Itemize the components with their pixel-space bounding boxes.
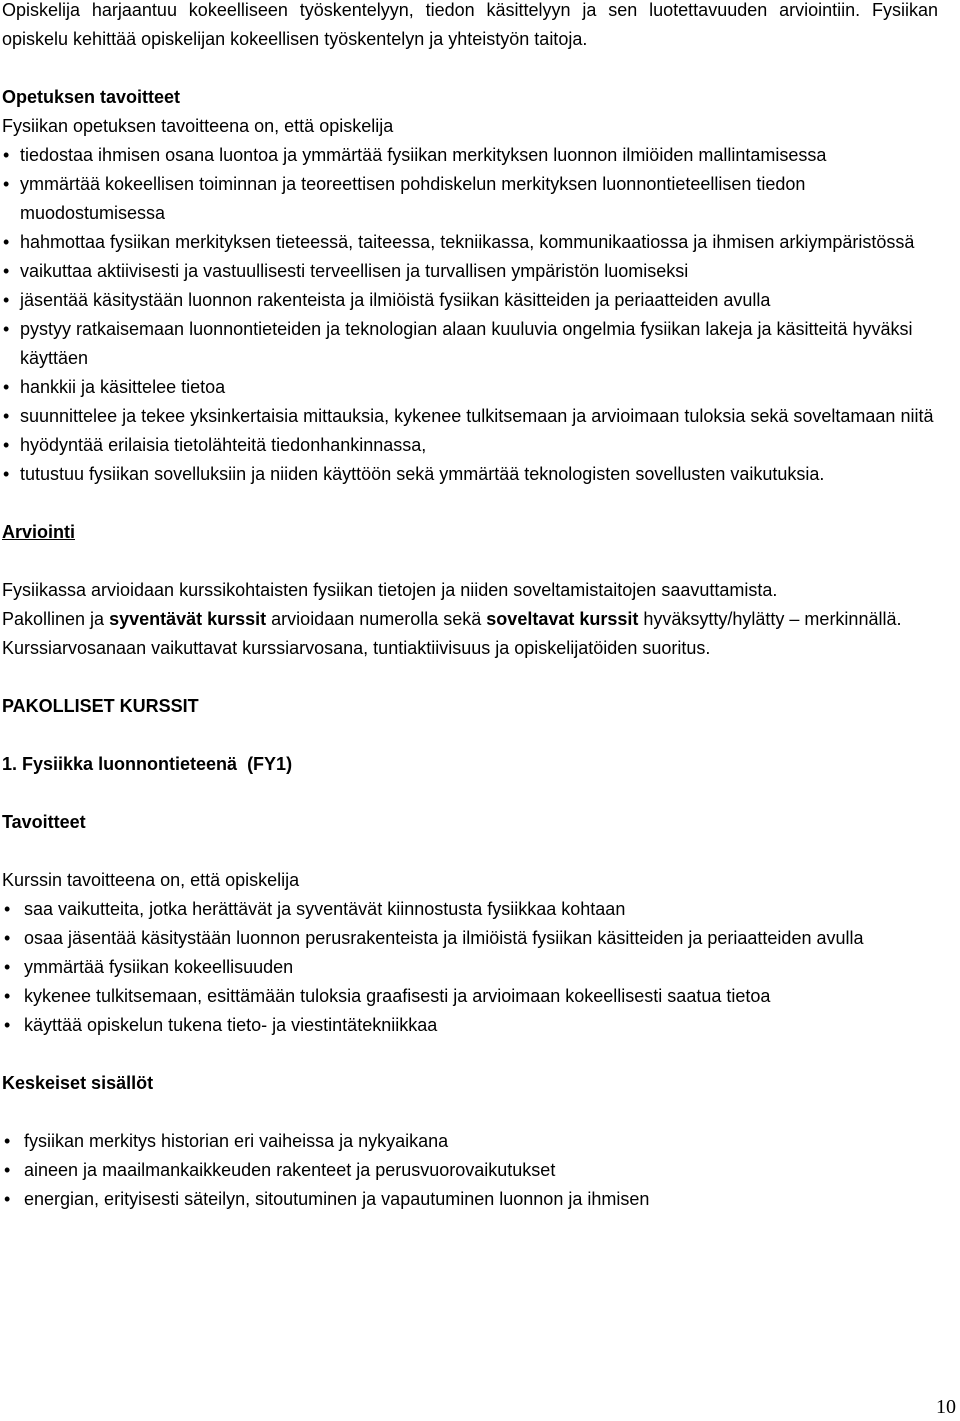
spacer [2,721,938,750]
course-goals-heading: Tavoitteet [2,812,86,832]
spacer [2,779,938,808]
assessment-text-a: Pakollinen ja [2,609,110,629]
list-item: • energian, erityisesti säteilyn, sitoutuminen ja vapautuminen luonnon ja ihmisen [2,1185,938,1214]
list-item: • aineen ja maailmankaikkeuden rakenteet ja perusvuorovaikutukset [2,1156,938,1185]
spacer [2,1040,938,1069]
list-item: • vaikuttaa aktiivisesti ja vastuullisesti terveellisen ja turvallisen ympäristön luomiseksi [2,257,938,286]
goals-list [2,141,938,489]
spacer [2,837,938,866]
list-item: • käyttää opiskelun tukena tieto- ja viestintätekniikkaa [2,1011,938,1040]
list-item: • hankkii ja käsittelee tietoa [2,373,938,402]
list-item: • saa vaikutteita, jotka herättävät ja syventävät kiinnostusta fysiikkaa kohtaan [2,895,938,924]
page-number: 10 [936,1396,956,1418]
spacer [2,489,938,518]
list-item: • hyödyntää erilaisia tietolähteitä tiedonhankinnassa, [2,431,938,460]
list-item: • suunnittelee ja tekee yksinkertaisia mittauksia, kykenee tulkitsemaan ja arvioimaan tuloksia sekä soveltamaan niitä [2,402,938,431]
spacer [2,663,938,692]
spacer [2,54,938,83]
course-goals-list [2,895,938,1040]
list-item: • jäsentää käsitystään luonnon rakenteista ja ilmiöistä fysiikan käsitteiden ja periaatteiden avulla [2,286,938,315]
assessment-line-1: Fysiikassa arvioidaan kurssikohtaisten fysiikan tietojen ja niiden soveltamistaitojen saavuttamista. [2,580,778,600]
assessment-heading: Arviointi [2,522,76,542]
assessment-bold-applied: soveltavat kurssit [486,609,639,629]
list-item: • ymmärtää fysiikan kokeellisuuden [2,953,938,982]
course-title: 1. Fysiikka luonnontieteenä (FY1) [2,754,293,774]
list-item: • tiedostaa ihmisen osana luontoa ja ymmärtää fysiikan merkityksen luonnon ilmiöiden mallintamisessa [2,141,938,170]
list-item: • pystyy ratkaisemaan luonnontieteiden ja teknologian alaan kuuluvia ongelmia fysiikan lakeja ja käsitteitä hyväksi käyttäen [2,315,938,373]
list-item: • ymmärtää kokeellisen toiminnan ja teoreettisen pohdiskelun merkityksen luonnontieteellisen tiedon muodostumisessa [2,170,938,228]
list-item: • osaa jäsentää käsitystään luonnon perusrakenteista ja ilmiöistä fysiikan käsitteiden ja periaatteiden avulla [2,924,938,953]
course-content-heading: Keskeiset sisällöt [2,1073,154,1093]
assessment-text-b: arvioidaan numerolla sekä [266,609,487,629]
course-goals-lead: Kurssin tavoitteena on, että opiskelija [2,870,300,890]
spacer [2,547,938,576]
list-item: • hahmottaa fysiikan merkityksen tieteessä, taiteessa, tekniikassa, kommunikaatiossa ja ihmisen arkiympäristössä [2,228,938,257]
intro-paragraph: Opiskelija harjaantuu kokeelliseen työskentelyyn, tiedon käsittelyyn ja sen luotettavuuden arviointiin. Fysiikan opiskelu kehittää opiskelijan kokeellisen työskentelyn ja yhteistyön taitoja. [2,0,938,49]
spacer [2,1098,938,1127]
list-item: • tutustuu fysiikan sovelluksiin ja niiden käyttöön sekä ymmärtää teknologisten sovellusten vaikutuksia. [2,460,938,489]
document-page [2,0,938,1214]
goals-heading: Opetuksen tavoitteet [2,87,181,107]
assessment-bold-advanced: syventävät kurssit [109,609,267,629]
list-item: • kykenee tulkitsemaan, esittämään tuloksia graafisesti ja arvioimaan kokeellisesti saatua tietoa [2,982,938,1011]
assessment-paragraph [2,605,938,663]
goals-lead: Fysiikan opetuksen tavoitteena on, että opiskelija [2,116,394,136]
list-item: • fysiikan merkitys historian eri vaiheissa ja nykyaikana [2,1127,938,1156]
mandatory-courses-heading: PAKOLLISET KURSSIT [2,696,199,716]
course-content-list [2,1127,938,1214]
assessment-text-c: hyväksytty/hylätty – merkinnällä. Kurssiarvosanaan vaikuttavat kurssiarvosana, tuntiaktiivisuus ja opiskelijatöiden suoritus. [2,609,902,658]
